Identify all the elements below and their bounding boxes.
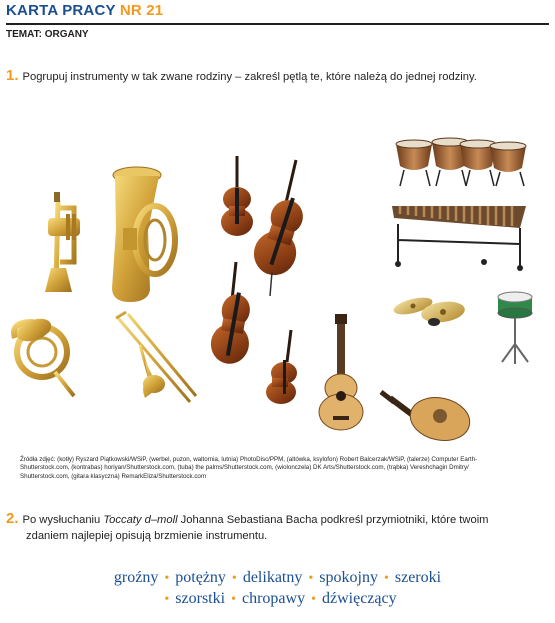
adjective-word[interactable]: delikatny [242, 569, 303, 586]
photo-credits [20, 456, 542, 481]
cello-icon [248, 160, 313, 296]
credits-line-1: Źródła zdjęć: (kotły) Ryszard Piątkowski/WSiP, (werbel, puzon, waltornia, lutnia) PhotoDisc/PPM, (altówka, ksylofon) Robert Balcerzak/WSiP, (talerze) Computer Earth- [20, 456, 478, 463]
guitar-icon [319, 314, 363, 430]
task-2-title-italic: Toccaty d–moll [103, 514, 178, 526]
separator-dot: • [164, 571, 170, 586]
task-2-number: 2. [6, 510, 19, 527]
double-bass-icon [208, 262, 258, 367]
adjective-word[interactable]: spokojny [319, 569, 378, 586]
adjective-word[interactable]: dźwięczący [321, 590, 397, 607]
separator-dot: • [383, 571, 389, 586]
violin-icon [221, 156, 253, 236]
separator-dot: • [231, 592, 236, 607]
snare-drum-icon [498, 292, 532, 364]
xylophone-icon [392, 206, 526, 271]
separator-dot: • [308, 571, 314, 586]
trombone-icon [116, 312, 196, 402]
task-2-text-b: Johanna Sebastiana Bacha podkreśl przymiotniki, które twoim [177, 514, 489, 526]
adjective-word[interactable]: szorstki [175, 590, 226, 607]
title-number: NR 21 [119, 2, 164, 19]
title-main: KARTA PRACY [6, 2, 116, 19]
adjective-word[interactable]: szeroki [394, 569, 442, 586]
adjective-row-2 [0, 589, 555, 610]
adjective-list [0, 568, 555, 610]
tuba-icon [112, 167, 175, 302]
separator-dot: • [231, 571, 237, 586]
adjective-word[interactable]: groźny [113, 569, 159, 586]
task-2-text-line-2: zdaniem najlepiej opisują brzmienie instrumentu. [26, 530, 268, 542]
credits-line-3: Shutterstock.com, (gitara klasyczna) RemarkEliza/Shutterstock.com [20, 472, 207, 480]
task-1-text: Pogrupuj instrumenty w tak zwane rodziny – zakreśl pętlą te, które należą do jednej rodziny. [22, 71, 477, 83]
viola-icon [266, 330, 297, 404]
timpani-icon [396, 138, 526, 186]
adjective-row-1 [0, 568, 555, 589]
topic-label: TEMAT: ORGANY [6, 29, 89, 40]
adjective-word[interactable]: potężny [175, 569, 226, 586]
separator-dot: • [164, 592, 170, 607]
task-2 [6, 511, 526, 544]
task-1-number: 1. [6, 67, 19, 84]
separator-dot: • [311, 592, 316, 607]
lute-icon [381, 392, 474, 446]
cymbals-icon [392, 294, 466, 326]
trumpet-icon [45, 192, 80, 292]
credits-line-2: Shutterstock.com, (kontrabas) horiyan/Shutterstock.com, (tuba) the palms/Shutterstock.com, (wiolonczela) DK Arts/Shutterstock.com, (trąbka) Vereshchagin Dmitry/ [20, 464, 469, 472]
adjective-word[interactable]: chropawy [241, 590, 306, 607]
task-2-text-a: Po wysłuchaniu [22, 514, 104, 526]
horn-icon [14, 314, 74, 396]
